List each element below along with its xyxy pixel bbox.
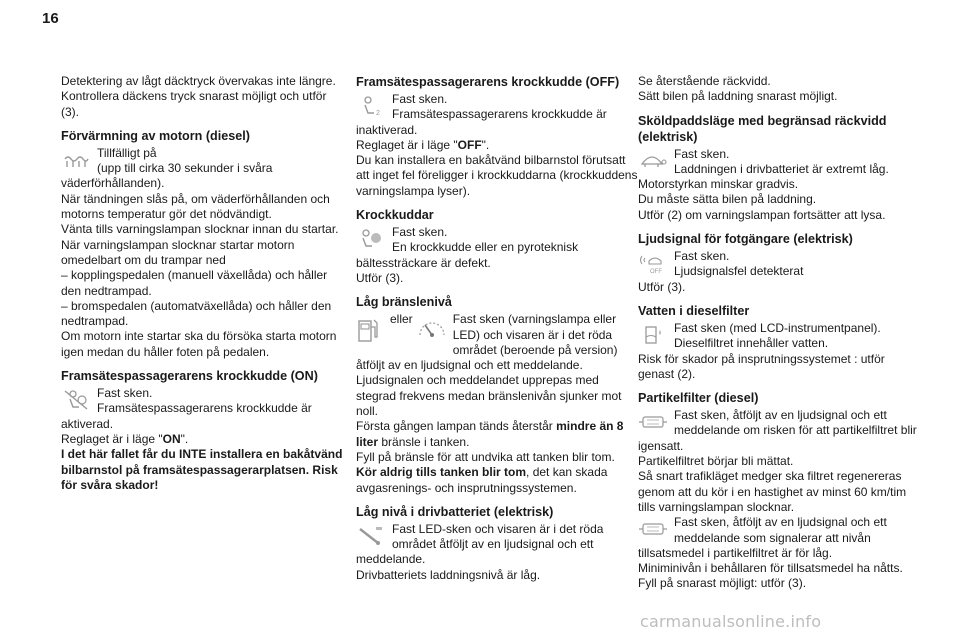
turtle-line: Motorstyrkan minskar gradvis.	[638, 177, 799, 192]
preheat-line: När tändningen slås på, om väderförhållanden och motorns temperatur gör det nödvändigt.	[61, 191, 330, 222]
turtle-icon	[638, 150, 668, 172]
airbag-off-switch: Reglaget är i läge "OFF".	[356, 137, 490, 152]
pedestrian-text-a: Fast sken.	[674, 249, 730, 264]
particle-filter-line: Partikelfiltret börjar bli mättat.	[638, 454, 794, 469]
water-in-filter-icon	[638, 324, 668, 346]
preheat-line: Om motorn inte startar ska du försöka starta motorn igen medan du håller foten på pedalen.	[61, 329, 337, 359]
airbags-text-a: Fast sken.	[392, 225, 448, 240]
turtle-line: Utför (2) om varningslampan fortsätter att lysa.	[638, 207, 886, 222]
glow-plug-icon	[61, 149, 91, 171]
airbag-on-text-a: Fast sken.	[97, 386, 153, 401]
intro-line: Detektering av lågt däcktryck övervakas inte längre.	[61, 74, 336, 88]
low-battery-text-b: Drivbatteriets laddningsnivå är låg.	[356, 567, 541, 582]
section-title-airbag-on: Framsätespassagerarens krockkudde (ON)	[61, 369, 318, 384]
turtle-text-a: Fast sken.	[674, 146, 730, 161]
intro-line: Se återstående räckvidd.	[638, 74, 771, 88]
column-2	[356, 74, 638, 583]
section-title-airbag-off: Framsätespassagerarens krockkudde (OFF)	[356, 75, 620, 89]
low-fuel-text-d: Fyll på bränsle för att undvika att tanken blir tom.	[356, 449, 615, 464]
particle-filter-line: Så snart trafikläget medger ska filtret regenereras genom att du kör i en hastighet av minst 60 km/tim tills varningslampan slocknar.	[638, 469, 907, 514]
section-title-preheating: Förvärmning av motorn (diesel)	[61, 128, 250, 143]
section-title-airbags: Krockkuddar	[356, 208, 434, 223]
section-title-turtle-mode: Sköldpaddsläge med begränsad räckvidd (elektrisk)	[638, 113, 887, 144]
airbag-on-switch: Reglaget är i läge "ON".	[61, 431, 189, 446]
airbag-on-text-b: Framsätespassagerarens krockkudde är aktiverad.	[61, 401, 312, 431]
particle-filter-line: Fyll på snarast möjligt: utför (3).	[638, 576, 807, 591]
pedestrian-text-c: Utför (3).	[638, 279, 686, 294]
airbags-text-b: En krockkudde eller en pyroteknisk bältessträckare är defekt.	[356, 240, 579, 270]
pedestrian-text-b: Ljudsignalsfel detekterat	[674, 264, 804, 279]
pedestrian-sound-icon	[638, 252, 668, 274]
water-filter-text-b: Dieselfiltret innehåller vatten.	[674, 336, 829, 351]
particle-filter-icon	[638, 411, 668, 433]
preheat-text-b: (upp till cirka 30 sekunder i svåra väderförhållanden).	[61, 161, 273, 191]
fuel-gauge-icon	[417, 315, 447, 343]
airbag-icon	[356, 228, 386, 250]
watermark: carmanualsonline.info	[640, 612, 822, 631]
low-fuel-or: eller	[390, 312, 413, 327]
battery-low-icon	[356, 525, 386, 547]
preheat-text-a: Tillfälligt på	[97, 145, 157, 160]
section-title-low-battery: Låg nivå i drivbatteriet (elektrisk)	[356, 504, 554, 519]
low-fuel-text-a: Fast sken (varningslampa eller LED) och visaren är i det röda området (beroende på version) åtföljt av en ljudsignal och ett meddelande.	[356, 312, 618, 373]
preheat-line: – kopplingspedalen (manuell växellåda) och håller den nedtrampad.	[61, 268, 328, 298]
low-fuel-text-e: Kör aldrig tills tanken blir tom, det kan skada avgasrenings- och insprutningssystemen.	[356, 465, 608, 495]
intro-line: Kontrollera däckens tryck snarast möjligt och utför (3).	[61, 89, 327, 119]
svg-text:2: 2	[376, 110, 380, 117]
svg-text:OFF: OFF	[650, 269, 662, 275]
airbags-text-c: Utför (3).	[356, 270, 404, 285]
particle-filter-additive-icon	[638, 518, 668, 540]
column-1	[61, 74, 343, 493]
particle-filter-line: Miniminivån i behållaren för tillsatsmedel ha nåtts.	[638, 561, 903, 576]
preheat-line: Vänta tills varningslampan slocknar innan du startar.	[61, 222, 339, 237]
page-number: 16	[42, 10, 59, 27]
airbag-off-text-a: Fast sken.	[392, 92, 448, 106]
section-title-water-filter: Vatten i dieselfilter	[638, 303, 750, 318]
section-title-low-fuel: Låg bränslenivå	[356, 295, 452, 310]
particle-filter-text-a: Fast sken, åtföljt av en ljudsignal och ett meddelande om risken för att partikelfiltret blir igensatt.	[638, 408, 917, 453]
airbag-off-text-d: Du kan installera en bakåtvänd bilbarnstol förutsatt att inget fel föreligger i krockkuddarna (krockkuddens varningslampa lyser).	[356, 153, 638, 198]
column-3	[638, 74, 920, 592]
low-battery-text-a: Fast LED-sken och visaren är i det röda området åtföljt av en ljudsignal och ett meddelande.	[356, 521, 604, 567]
water-filter-text-c: Risk för skador på insprutningssystemet : utför genast (2).	[638, 351, 885, 381]
turtle-line: Du måste sätta bilen på laddning.	[638, 192, 817, 207]
turtle-text-b: Laddningen i drivbatteriet är extremt låg.	[674, 161, 889, 176]
preheat-line: – bromspedalen (automatväxellåda) och håller den nedtrampad.	[61, 298, 332, 329]
intro-line: Sätt bilen på laddning snarast möjligt.	[638, 89, 838, 104]
section-title-particle-filter: Partikelfilter (diesel)	[638, 391, 759, 406]
water-filter-text-a: Fast sken (med LCD-instrumentpanel).	[674, 320, 881, 335]
preheat-line: När varningslampan slocknar startar motorn omedelbart om du trampar ned	[61, 237, 295, 267]
airbag-off-text-b: Framsätespassagerarens krockkudde är inaktiverad.	[356, 107, 607, 137]
low-fuel-text-c: Första gången lampan tänds återstår mindre än 8 liter bränsle i tanken.	[356, 419, 624, 449]
fuel-pump-icon	[356, 315, 380, 345]
airbag-warning: I det här fallet får du INTE installera en bakåtvänd bilbarnstol på framsätespassagerarplatsen. Risk för svåra skador!	[61, 447, 343, 492]
particle-filter-text-b: Fast sken, åtföljt av en ljudsignal och ett meddelande som signalerar att nivån tillsatsmedel i partikelfiltret är för låg.	[638, 515, 887, 560]
low-fuel-text-b: Ljudsignalen och meddelandet upprepas med stegrad frekvens medan bränslenivån sjunker mot noll.	[356, 373, 622, 419]
airbag-off-icon	[356, 95, 386, 117]
airbag-on-icon	[61, 389, 91, 411]
section-title-pedestrian-sound: Ljudsignal för fotgängare (elektrisk)	[638, 232, 853, 247]
